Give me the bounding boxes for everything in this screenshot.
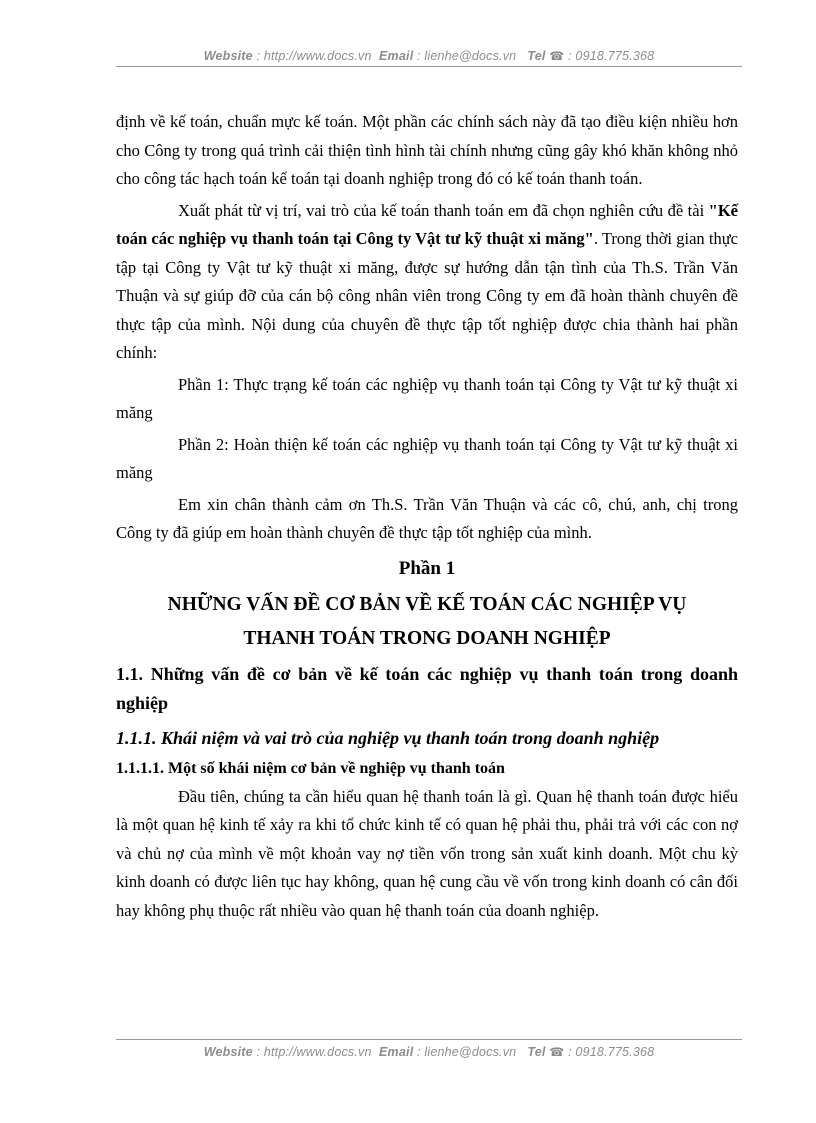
header-email-link[interactable]: : lienhe@docs.vn xyxy=(413,49,517,63)
paragraph-topic xyxy=(116,197,738,368)
section-heading-1-1-1-1: 1.1.1.1. Một số khái niệm cơ bản về nghiệp vụ thanh toán xyxy=(116,759,505,777)
header-tel-value: : 0918.775.368 xyxy=(564,49,655,63)
part-title: Phần 1 xyxy=(398,557,456,579)
footer-tel-label: Tel xyxy=(527,1045,546,1059)
section-heading-1-1-1: 1.1.1. Khái niệm và vai trò của nghiệp vụ thanh toán trong doanh nghiệp xyxy=(116,727,660,748)
phone-icon: ☎ xyxy=(549,1045,565,1059)
topic-text-end: . Trong thời gian thực tập tại Công ty Vật tư kỹ thuật xi măng, được sự hướng dẫn tận tình của Th.S. Trần Văn Thuận và sự giúp đỡ của cán bộ công nhân viên trong Công ty em đã hoàn thành chuyên đề thực tập của mình. Nội dung của chuyên đề thực tập tốt nghiệp được chia thành hai phần chính: xyxy=(116,229,738,362)
footer-website-label: Website xyxy=(203,1045,253,1059)
header-website-label: Website xyxy=(203,49,253,63)
header-website-link[interactable]: : http://www.docs.vn xyxy=(252,49,372,63)
paragraph-part-2-summary: Phần 2: Hoàn thiện kế toán các nghiệp vụ thanh toán tại Công ty Vật tư kỹ thuật xi măng xyxy=(116,434,738,482)
topic-text-start: Xuất phát từ vị trí, vai trò của kế toán thanh toán em đã chọn nghiên cứu đề tài xyxy=(178,200,709,220)
chapter-title-line-1: NHỮNG VẤN ĐỀ CƠ BẢN VỀ KẾ TOÁN CÁC NGHIỆP VỤ xyxy=(167,593,687,615)
paragraph-part-1-summary: Phần 1: Thực trạng kế toán các nghiệp vụ thanh toán tại Công ty Vật tư kỹ thuật xi măng xyxy=(116,374,738,422)
header-email-label: Email xyxy=(379,49,414,63)
page-footer xyxy=(116,1039,742,1062)
chapter-title xyxy=(116,588,738,656)
paragraph-intro-continuation: định về kế toán, chuẩn mực kế toán. Một phần các chính sách này đã tạo điều kiện nhiều hơn cho Công ty trong quá trình cải thiện tình hình tài chính nhưng cũng gây khó khăn không nhỏ cho công tác hạch toán kế toán tại doanh nghiệp trong đó có kế toán thanh toán. xyxy=(116,112,738,188)
footer-website-link[interactable]: : http://www.docs.vn xyxy=(252,1045,372,1059)
footer-email-label: Email xyxy=(379,1045,414,1059)
section-heading-1-1: 1.1. Những vấn đề cơ bản về kế toán các nghiệp vụ thanh toán trong doanh nghiệp xyxy=(116,663,738,713)
topic-title: "Kế toán các nghiệp vụ thanh toán tại Công ty Vật tư kỹ thuật xi măng" xyxy=(116,200,738,248)
paragraph-acknowledgement: Em xin chân thành cảm ơn Th.S. Trần Văn Thuận và các cô, chú, anh, chị trong Công ty đã giúp em hoàn thành chuyên đề thực tập tốt nghiệp của mình. xyxy=(116,494,738,542)
footer-email-link[interactable]: : lienhe@docs.vn xyxy=(413,1045,517,1059)
phone-icon: ☎ xyxy=(549,49,565,63)
chapter-title-line-2: THANH TOÁN TRONG DOANH NGHIỆP xyxy=(243,627,611,649)
paragraph-definition: Đầu tiên, chúng ta cần hiểu quan hệ thanh toán là gì. Quan hệ thanh toán được hiểu là một quan hệ kinh tế xảy ra khi tổ chức kinh tế có quan hệ phải thu, phải trả với các con nợ và chủ nợ của mình về một khoản vay nợ tiền vốn trong sản xuất kinh doanh. Một chu kỳ kinh doanh có được liên tục hay không, quan hệ cung cầu về vốn trong kinh doanh có cân đối hay không phụ thuộc rất nhiều vào quan hệ thanh toán của doanh nghiệp. xyxy=(116,786,738,920)
footer-tel-value: : 0918.775.368 xyxy=(564,1045,655,1059)
header-tel-label: Tel xyxy=(527,49,546,63)
page-header xyxy=(116,46,742,67)
document-body xyxy=(116,108,738,925)
